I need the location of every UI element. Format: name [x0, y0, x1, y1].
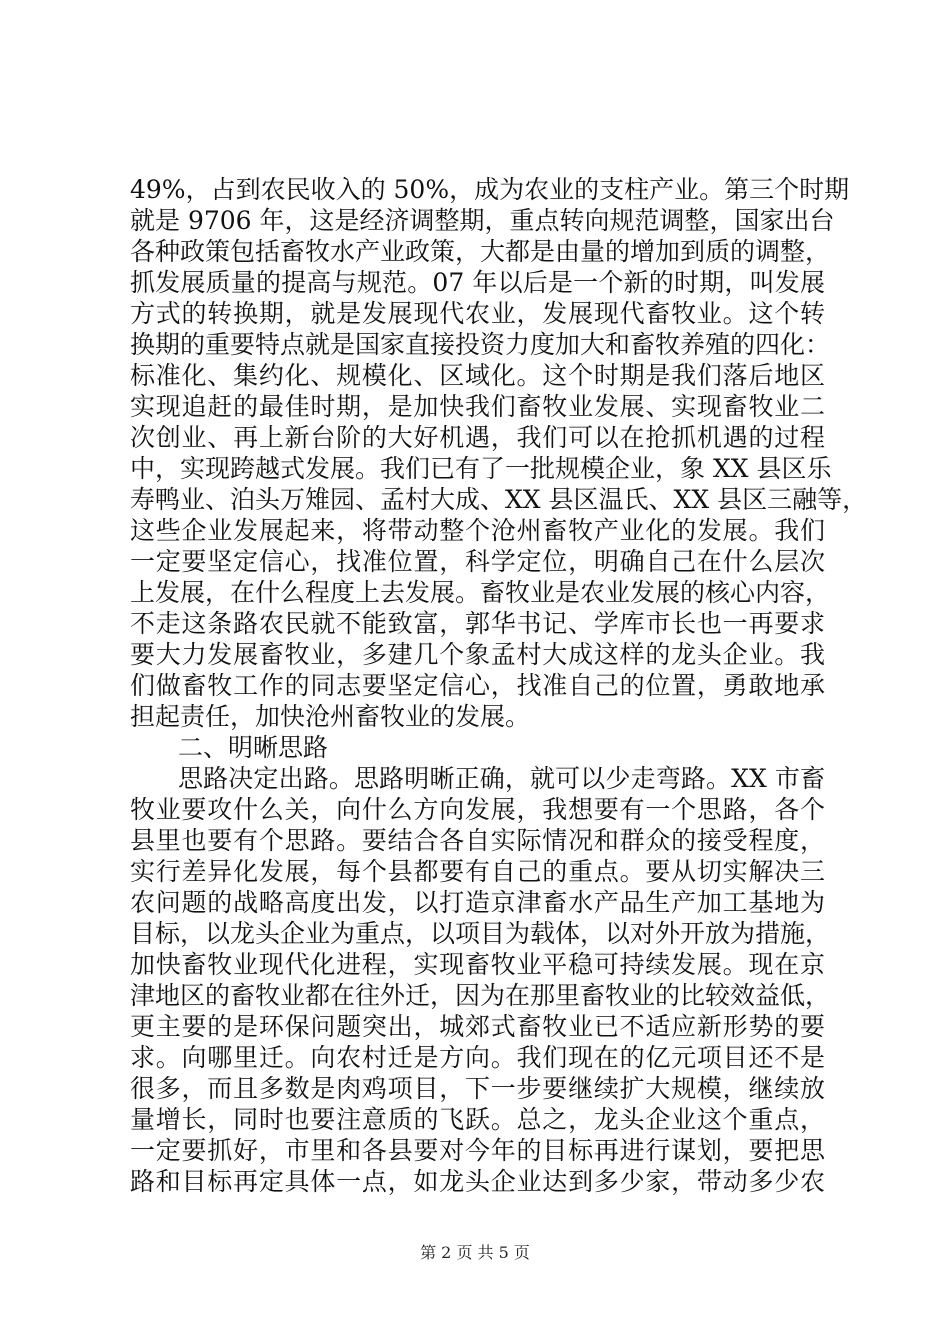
text-line: 换期的重要特点就是国家直接投资力度加大和畜牧养殖的四化：	[130, 330, 831, 359]
text-line: 就是 9706 年，这是经济调整期，重点转向规范调整，国家出台	[130, 206, 835, 235]
text-line: 实行差异化发展，每个县都要有自己的重点。要从切实解决三	[130, 857, 825, 886]
text-line: 们做畜牧工作的同志要坚定信心，找准自己的位置，勇敢地承	[130, 671, 825, 700]
text-line: 中，实现跨越式发展。我们已有了一批规模企业，象 XX 县区乐	[130, 454, 832, 483]
text-line: 更主要的是环保问题突出，城郊式畜牧业已不适应新形势的要	[130, 1012, 825, 1041]
text-line: 求。向哪里迁。向农村迁是方向。我们现在的亿元项目还不是	[130, 1043, 825, 1072]
text-line: 县里也要有个思路。要结合各自实际情况和群众的接受程度，	[130, 826, 825, 855]
text-line: 一定要坚定信心，找准位置，科学定位，明确自己在什么层次	[130, 547, 825, 576]
text-line: 目标，以龙头企业为重点，以项目为载体，以对外开放为措施，	[130, 919, 831, 948]
text-line: 实现追赶的最佳时期，是加快我们畜牧业发展、实现畜牧业二	[130, 392, 825, 421]
text-line: 津地区的畜牧业都在往外迁，因为在那里畜牧业的比较效益低，	[130, 981, 831, 1010]
text-line: 量增长，同时也要注意质的飞跃。总之，龙头企业这个重点，	[130, 1105, 825, 1134]
text-line: 上发展，在什么程度上去发展。畜牧业是农业发展的核心内容，	[130, 578, 831, 607]
text-line: 路和目标再定具体一点，如龙头企业达到多少家，带动多少农	[130, 1167, 825, 1196]
text-line: 这些企业发展起来，将带动整个沧州畜牧产业化的发展。我们	[130, 516, 825, 545]
text-line: 要大力发展畜牧业，多建几个象孟村大成这样的龙头企业。我	[130, 640, 825, 669]
text-line: 农问题的战略高度出发，以打造京津畜水产品生产加工基地为	[130, 888, 825, 917]
text-line: 很多，而且多数是肉鸡项目，下一步要继续扩大规模，继续放	[130, 1074, 825, 1103]
text-line: 各种政策包括畜牧水产业政策，大都是由量的增加到质的调整，	[130, 237, 831, 266]
text-line: 担起责任，加快沧州畜牧业的发展。	[130, 702, 531, 731]
text-line: 方式的转换期，就是发展现代农业，发展现代畜牧业。这个转	[130, 299, 825, 328]
text-line: 寿鸭业、泊头万雉园、孟村大成、XX 县区温氏、XX 县区三融等，	[130, 485, 868, 514]
page-number: 第 2 页 共 5 页	[420, 1243, 530, 1262]
text-line: 加快畜牧业现代化进程，实现畜牧业平稳可持续发展。现在京	[130, 950, 825, 979]
section-heading: 二、明晰思路	[178, 733, 329, 762]
text-line: 牧业要攻什么关，向什么方向发展，我想要有一个思路，各个	[130, 795, 825, 824]
text-line: 不走这条路农民就不能致富，郭华书记、学库市长也一再要求	[130, 609, 825, 638]
text-line: 标准化、集约化、规模化、区域化。这个时期是我们落后地区	[130, 361, 825, 390]
text-line: 抓发展质量的提高与规范。07 年以后是一个新的时期，叫发展	[130, 268, 825, 297]
text-line: 49%，占到农民收入的 50%，成为农业的支柱产业。第三个时期	[130, 175, 850, 204]
text-line: 次创业、再上新台阶的大好机遇，我们可以在抢抓机遇的过程	[130, 423, 825, 452]
text-line: 思路决定出路。思路明晰正确，就可以少走弯路。XX 市畜	[178, 764, 825, 793]
text-line: 一定要抓好，市里和各县要对今年的目标再进行谋划，要把思	[130, 1136, 825, 1165]
